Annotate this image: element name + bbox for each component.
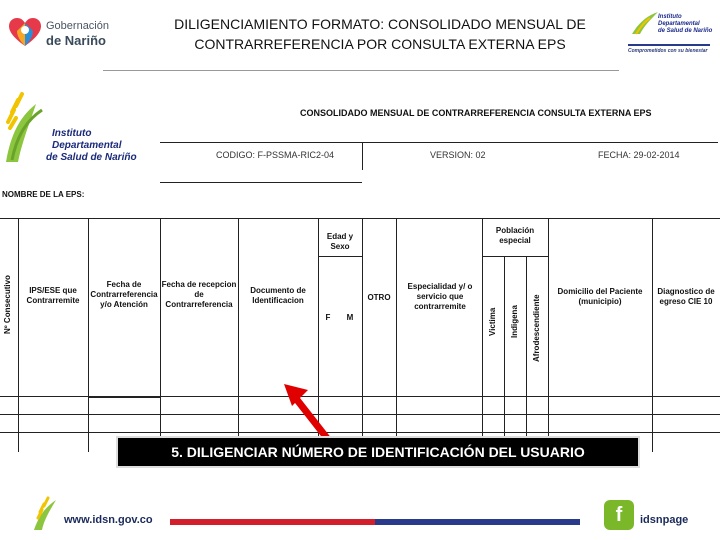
form-version: VERSION: 02 (430, 150, 486, 160)
col-documento: Documento de Identificacion (250, 286, 306, 305)
eps-name-label: NOMBRE DE LA EPS: (2, 190, 85, 199)
col-diagnostico: Diagnostico de egreso CIE 10 (657, 287, 715, 306)
footer-idsn-logo-icon (32, 496, 60, 532)
gov-logo-line1: Gobernación (46, 20, 109, 32)
page-title (150, 14, 610, 54)
col-ips: IPS/ESE que Contrarremite (26, 286, 80, 305)
idsn-top-tagline: Comprometidos con su bienestar (628, 48, 708, 54)
idsn-top-line2: Departamental (658, 21, 700, 27)
col-divider-6 (362, 218, 363, 452)
form-title: CONSOLIDADO MENSUAL DE CONTRARREFERENCIA CONSULTA EXTERNA EPS (300, 108, 652, 118)
form-rule-eps (160, 182, 362, 183)
col-f: F (325, 313, 331, 322)
col-divider-2 (88, 218, 89, 452)
col-consecutivo: Nº Consecutivo (3, 275, 12, 334)
form-fecha: FECHA: 29-02-2014 (598, 150, 680, 160)
heart-logo-icon (8, 16, 42, 48)
col-divider-7 (396, 218, 397, 452)
poblacion-rule (482, 256, 548, 257)
col-divider-9 (504, 256, 505, 452)
title-divider (103, 70, 619, 71)
col-fecha-recepcion: Fecha de recepcion de Contrarreferencia (161, 280, 237, 309)
form-idsn-logo (2, 88, 162, 168)
table-top-border (0, 218, 720, 219)
col-otro: OTRO (367, 293, 391, 302)
instruction-banner: 5. DILIGENCIAR NÚMERO DE IDENTIFICACIÓN DEL USUARIO (116, 436, 640, 468)
wheat-leaf-icon (2, 88, 52, 164)
table-row-2-bottom (0, 432, 720, 433)
form-logo-line3: de Salud de Nariño (46, 152, 137, 163)
form-codigo: CODIGO: F-PSSMA-RIC2-04 (216, 150, 335, 160)
website-link[interactable]: www.idsn.gov.co (64, 514, 153, 526)
col-indigena: Indigena (510, 305, 519, 338)
idsn-top-line3: de Salud de Nariño (658, 28, 713, 34)
gobernacion-logo (8, 14, 108, 50)
leaf-logo-icon (630, 10, 660, 36)
col-divider-8 (482, 218, 483, 452)
col-victima: Victima (488, 307, 497, 336)
page-title-line1: DILIGENCIAMIENTO FORMATO: CONSOLIDADO MENSUAL DE (174, 16, 586, 32)
gov-logo-line2: de Nariño (46, 33, 106, 48)
col-domicilio: Domicilio del Paciente (municipio) (557, 287, 643, 306)
page-title-line2: CONTRARREFERENCIA POR CONSULTA EXTERNA EPS (194, 36, 566, 52)
meta-divider-1 (362, 142, 363, 170)
col-especialidad: Especialidad y/ o servicio que contrarremite (407, 282, 473, 311)
footer-color-bar (170, 519, 580, 525)
col-divider-11 (548, 218, 549, 452)
highlighted-cell[interactable] (88, 397, 161, 415)
form-logo-line2: Departamental (52, 140, 122, 151)
col-divider-12 (652, 218, 653, 452)
col-divider-1 (18, 218, 19, 452)
form-logo-line1: Instituto (52, 128, 92, 139)
idsn-top-rule (628, 44, 710, 46)
facebook-icon[interactable]: f (604, 500, 634, 530)
col-divider-3 (160, 218, 161, 452)
facebook-handle[interactable]: idsnpage (640, 514, 689, 526)
col-fecha-contrarreferencia: Fecha de Contrarreferencia y/o Atención (90, 280, 158, 309)
idsn-top-line1: Instituto (658, 14, 682, 20)
col-divider-10 (526, 256, 527, 452)
col-m: M (346, 313, 354, 322)
col-poblacion-especial: Población especial (495, 226, 535, 245)
col-divider-4 (238, 218, 239, 452)
col-edad-sexo: Edad y Sexo (326, 232, 354, 251)
col-afrodescendiente: Afrodescendiente (532, 294, 541, 362)
idsn-logo-top (624, 10, 714, 60)
edad-sexo-rule (318, 256, 362, 257)
form-rule-top (160, 142, 718, 143)
